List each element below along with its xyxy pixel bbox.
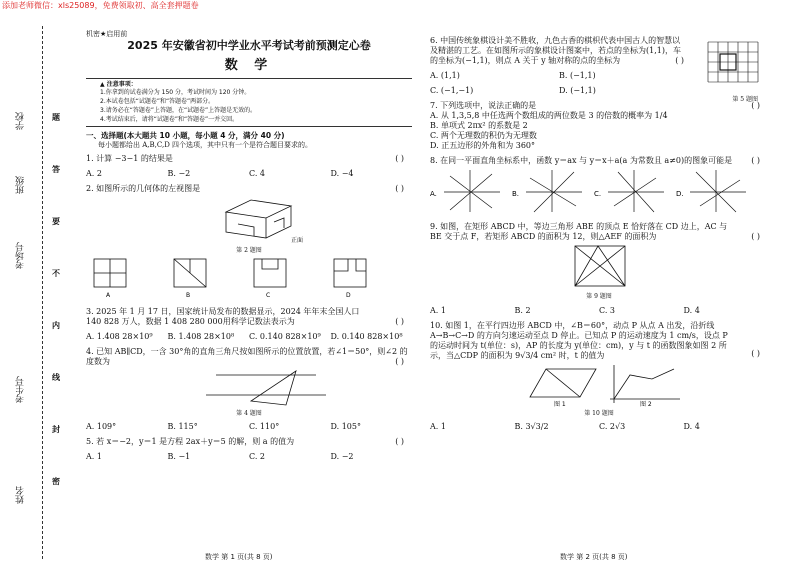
question-stem: 3. 2025 年 1 月 17 日，国家统计局发布的数据显示，2024 年年末全国人口 140 828 万人，数据 1 408 280 000用科学记数法表示为 [86, 306, 360, 326]
option-a: A. 1 [430, 305, 446, 315]
opt-fig-label: C [266, 291, 271, 299]
option-c: C. 3 [599, 305, 616, 315]
figure-caption: 第 2 题图 [236, 247, 262, 255]
subject-title: 数 学 [224, 57, 274, 73]
figure-label: 图 2 [640, 400, 652, 407]
left-page [86, 30, 412, 462]
question-stem: 10. 如图 1，在平行四边形 ABCD 中，∠B＝60°，动点 P 从点 A 出发，沿折线 A→B→C→D 的方向匀速运动至点 D 停止。已知点 P 的运动速度为 1 cm/s，设点 P 的运动时间为 t(单位：s)，AP 的长度为 y(单位：cm)，y 与 t 的函数图象如图 2 所示，当△CDP 的面积为 9√3/4 cm² 时，t 的值为 [430, 320, 728, 360]
graph-label: B. [512, 190, 520, 198]
section-instructions: 每小题都给出 A,B,C,D 四个选项，其中只有一个是符合题目要求的。 [98, 140, 313, 149]
figure-caption: 第 10 题图 [584, 409, 614, 417]
answer-paren: ( ) [751, 232, 760, 241]
question-5 [86, 437, 412, 462]
q9-rectangle-figure [430, 242, 768, 290]
option-d: D. 4 [683, 422, 700, 431]
option-c: C. 110° [249, 422, 280, 432]
note-item: 4.考试结束后，请将“试题卷”和“答题卷”一并交回。 [100, 115, 239, 123]
q2-solid-figure [86, 194, 412, 244]
option-b: B. −1 [167, 452, 191, 462]
answer-paren: ( ) [751, 348, 760, 358]
option-a: A. 1 [86, 452, 102, 462]
option-d: D. −2 [330, 452, 354, 462]
option-b: B. 1.408 28×10⁸ [167, 331, 235, 341]
question-4 [86, 347, 412, 433]
seal-char: 内 [52, 321, 60, 330]
opt-fig-label: A [106, 291, 111, 299]
question-3 [86, 307, 412, 342]
field-school: 学校 [16, 112, 26, 130]
option-b: B. 115° [167, 422, 198, 432]
options [430, 422, 768, 432]
q4-figure [86, 367, 412, 407]
option-b: B. −2 [167, 169, 191, 179]
option-b: B. 单项式 2πx² 的系数是 2 [430, 121, 528, 130]
question-stem: 5. 若 x＝−2，y＝1 是方程 2ax＋y＝5 的解，则 a 的值为 [86, 437, 295, 447]
answer-paren: ( ) [751, 101, 760, 110]
options [86, 452, 412, 462]
options [430, 306, 768, 316]
figure-caption: 第 4 题图 [236, 409, 262, 417]
notes-box [86, 78, 412, 127]
question-stem: 2. 如图所示的几何体的左视图是 [86, 184, 201, 194]
answer-paren: ( ) [395, 437, 404, 447]
question-stem: 9. 如图，在矩形 ABCD 中，等边三角形 ABE 的顶点 E 恰好落在 CD 边上，AC 与 BE 交于点 F，若矩形 ABCD 的面积为 12，则△AEF 的面积为 [430, 222, 728, 241]
note-item: 3.请务必在“答题卷”上答题，在“试题卷”上答题是无效的。 [100, 106, 257, 114]
opt-fig-label: D [346, 291, 351, 299]
answer-paren: ( ) [395, 356, 404, 366]
section-title: 一、选择题(本大题共 10 小题，每小题 4 分，满分 40 分) [86, 131, 285, 141]
option-d: D. 105° [330, 422, 361, 432]
secret-label: 机密★启用前 [86, 30, 128, 38]
question-1 [86, 154, 412, 179]
opt-fig-label: B [186, 291, 191, 299]
answer-paren: ( ) [395, 154, 404, 164]
options [86, 422, 412, 432]
option-a: A. 2 [86, 169, 102, 179]
option-a: A. 1 [430, 422, 446, 431]
option-d: D. 4 [683, 305, 700, 315]
question-stem: 1. 计算 −3−1 的结果是 [86, 154, 173, 164]
right-page [430, 36, 768, 432]
options [86, 332, 412, 342]
front-label: 正面 [291, 237, 304, 245]
watermark: 添加老师微信：xls25089，免费领取初、高全套押题卷 [2, 1, 199, 10]
graph-label: C. [594, 190, 602, 198]
q8-graphs [430, 166, 768, 214]
seal-char: 题 [52, 113, 60, 122]
figure-caption: 第 5 题图 [732, 96, 758, 103]
field-candidate-no: 考生号 [16, 376, 26, 403]
answer-paren: ( ) [675, 56, 684, 65]
figure-label: 图 1 [554, 400, 566, 407]
answer-paren: ( ) [395, 316, 404, 326]
options [86, 169, 412, 179]
binding-line [42, 26, 43, 559]
option-d: D. 0.140 828×10⁸ [330, 331, 403, 341]
question-6 [430, 36, 768, 103]
question-10 [430, 321, 768, 433]
option-d: D. 正五边形的外角和为 360° [430, 141, 536, 150]
field-name: 姓名 [16, 486, 26, 504]
exam-title: 2025 年安徽省初中学业水平考试考前预测定心卷 [127, 38, 371, 52]
figure-caption: 第 9 题图 [586, 293, 612, 300]
field-exam-room: 考场号 [16, 242, 26, 269]
question-7 [430, 101, 768, 151]
footer-right: 数学 第 2 页(共 8 页) [560, 553, 628, 561]
option-a: A. 1.408 28×10⁹ [86, 331, 153, 341]
question-9 [430, 222, 768, 316]
option-a: A. (1,1) [430, 71, 460, 80]
option-c: C. 2 [249, 452, 266, 462]
note-item: 1.你拿到的试卷满分为 150 分，考试时间为 120 分钟。 [100, 89, 251, 97]
question-stem: 7. 下列选项中，说法正确的是 [430, 101, 537, 110]
q2-options-figures [86, 255, 412, 299]
option-a: A. 从 1,3,5,8 中任选两个数组成的两位数是 3 的倍数的概率为 1/4 [430, 111, 668, 120]
seal-char: 密 [52, 477, 60, 486]
warning-icon: ▲ [100, 80, 105, 88]
option-d: D. (−1,1) [559, 86, 596, 95]
note-item: 2.本试卷包括“试题卷”和“答题卷”两部分。 [100, 98, 215, 106]
option-c: C. 两个无理数的积仍为无理数 [430, 131, 537, 140]
option-d: D. −4 [330, 169, 354, 179]
seal-char: 要 [52, 217, 60, 226]
notes-heading: ▲ 注意事项： [100, 80, 137, 88]
option-c: C. 0.140 828×10⁹ [249, 331, 321, 341]
graph-label: A. [430, 190, 437, 198]
option-c: C. (−1,−1) [430, 86, 474, 95]
answer-paren: ( ) [751, 156, 760, 165]
q6-chess-figure [698, 34, 768, 90]
option-c: C. 2√3 [599, 422, 626, 431]
q10-figures [430, 361, 768, 407]
question-stem: 4. 已知 AB∥CD，一含 30°角的直角三角尺按如图所示的位置放置，若∠1＝50°，则∠2 的度数为 [86, 346, 408, 366]
option-b: B. (−1,1) [559, 71, 596, 80]
field-class: 班级 [16, 176, 26, 194]
seal-char: 不 [52, 269, 60, 278]
seal-char: 封 [52, 425, 60, 434]
footer-left: 数学 第 1 页(共 8 页) [205, 553, 273, 561]
seal-char: 线 [52, 373, 60, 382]
answer-paren: ( ) [395, 184, 404, 194]
graph-label: D. [676, 190, 684, 198]
question-stem: 6. 中国传统象棋设计美不胜收，九色古香的棋枳代表中国古人的智慧以及精湛的工艺。在如图所示的象棋设计图案中，若点的坐标为(1,1)，车的坐标为(−1,1)，则点 A 关于 y 轴对称的点的坐标为 [430, 36, 681, 65]
question-stem: 8. 在同一平面直角坐标系中，函数 y＝ax 与 y＝x＋a(a 为常数且 a≠0)的图象可能是 [430, 156, 733, 165]
option-c: C. 4 [249, 169, 266, 179]
seal-char: 答 [52, 165, 60, 174]
option-b: B. 3√3/2 [514, 422, 549, 431]
option-a: A. 109° [86, 422, 117, 432]
question-2 [86, 184, 412, 302]
option-b: B. 2 [514, 305, 531, 315]
binding-margin [0, 16, 62, 569]
question-8 [430, 156, 768, 217]
